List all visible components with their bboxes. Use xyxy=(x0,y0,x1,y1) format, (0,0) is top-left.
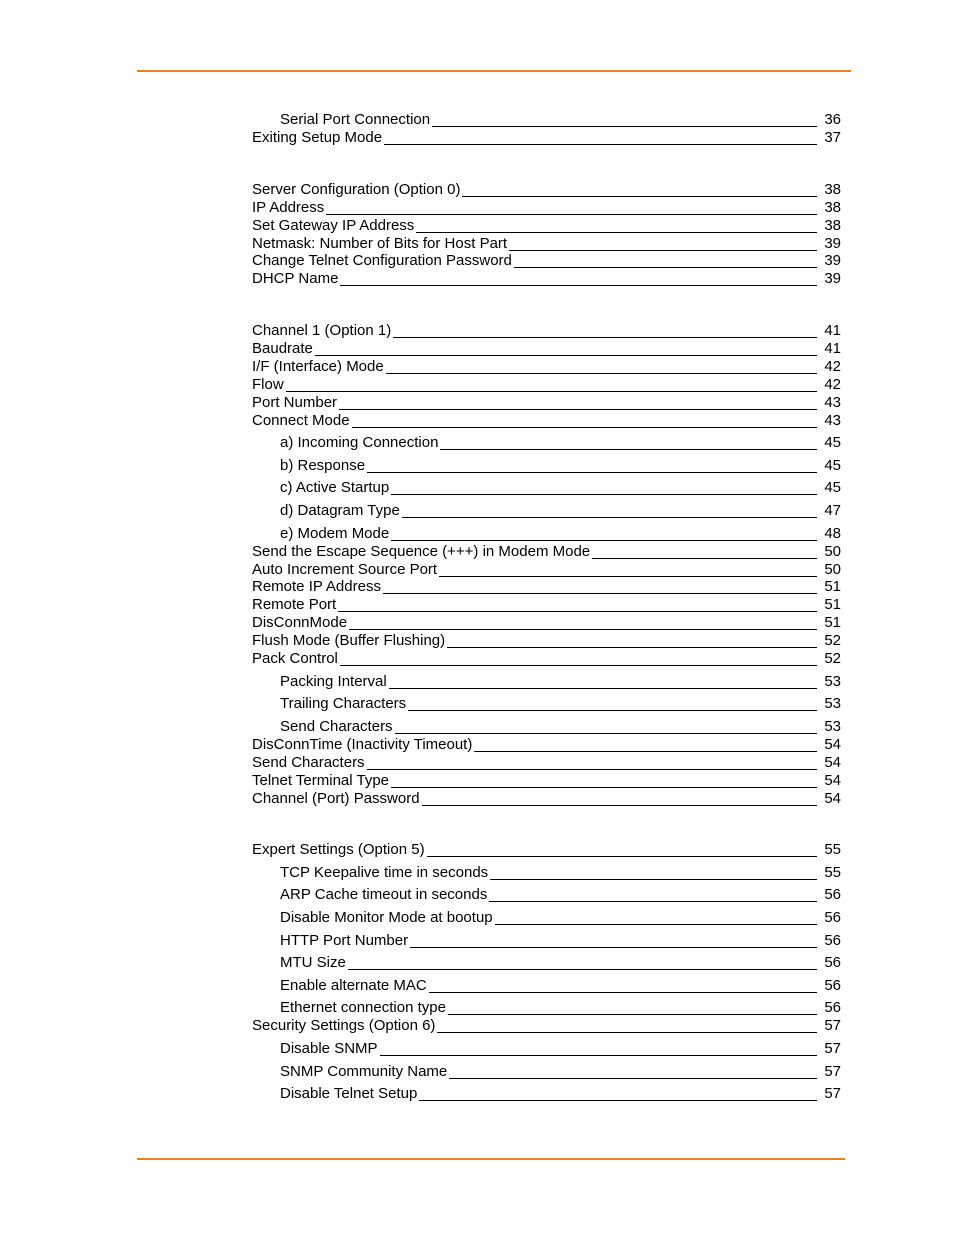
toc-entry-title: IP Address xyxy=(252,199,325,216)
toc-entry-title: TCP Keepalive time in seconds xyxy=(280,864,489,881)
toc-entry-title: Ethernet connection type xyxy=(280,999,446,1016)
toc-leader-line xyxy=(340,665,817,666)
toc-leader-line xyxy=(391,540,817,541)
toc-leader-line xyxy=(367,472,817,473)
toc-entry-page: 45 xyxy=(824,434,841,451)
toc-leader-line xyxy=(352,427,817,428)
toc-entry-page: 43 xyxy=(824,394,841,411)
toc-leader-line xyxy=(408,710,817,711)
toc-leader-line xyxy=(367,769,817,770)
toc-entry-page: 57 xyxy=(824,1063,841,1080)
toc-entry-page: 52 xyxy=(824,650,841,667)
toc-entry-title: Flow xyxy=(252,376,284,393)
toc-leader-line xyxy=(440,449,817,450)
toc-entry-title: SNMP Community Name xyxy=(280,1063,448,1080)
toc-entry-title: Flush Mode (Buffer Flushing) xyxy=(252,632,446,649)
toc-entry[interactable] xyxy=(252,1016,841,1036)
toc-leader-line xyxy=(495,924,817,925)
toc-entry[interactable] xyxy=(252,771,841,791)
toc-entry-page: 47 xyxy=(824,502,841,519)
toc-leader-line xyxy=(389,688,817,689)
toc-entry[interactable] xyxy=(280,1039,841,1059)
toc-entry-title: Auto Increment Source Port xyxy=(252,561,438,578)
toc-entry-title: DHCP Name xyxy=(252,270,339,287)
footer-rule xyxy=(137,1158,845,1160)
toc-entry[interactable] xyxy=(252,251,841,271)
toc-entry[interactable] xyxy=(252,393,841,413)
toc-entry-title: MTU Size xyxy=(280,954,346,971)
toc-entry-title: d) Datagram Type xyxy=(280,502,400,519)
toc-entry[interactable] xyxy=(252,375,841,395)
toc-entry-page: 55 xyxy=(824,841,841,858)
toc-leader-line xyxy=(427,856,817,857)
toc-entry[interactable] xyxy=(252,595,841,615)
toc-entry-page: 48 xyxy=(824,525,841,542)
toc-entry-title: Trailing Characters xyxy=(280,695,407,712)
toc-leader-line xyxy=(422,805,817,806)
toc-entry-title: Serial Port Connection xyxy=(280,111,431,128)
toc-entry-page: 38 xyxy=(824,181,841,198)
toc-entry[interactable] xyxy=(252,789,841,809)
toc-entry-title: b) Response xyxy=(280,457,366,474)
toc-entry-title: Channel 1 (Option 1) xyxy=(252,322,392,339)
toc-entry[interactable] xyxy=(252,198,841,218)
toc-entry-page: 50 xyxy=(824,561,841,578)
toc-entry[interactable] xyxy=(252,753,841,773)
toc-entry-page: 51 xyxy=(824,578,841,595)
toc-leader-line xyxy=(410,947,817,948)
toc-leader-line xyxy=(348,969,817,970)
toc-entry[interactable] xyxy=(252,735,841,755)
toc-entry-page: 57 xyxy=(824,1040,841,1057)
toc-entry[interactable] xyxy=(280,1084,841,1104)
toc-entry[interactable] xyxy=(252,180,841,200)
toc-entry[interactable] xyxy=(252,321,841,341)
toc-entry-title: Set Gateway IP Address xyxy=(252,217,415,234)
toc-entry[interactable] xyxy=(280,110,841,130)
toc-entry-title: Expert Settings (Option 5) xyxy=(252,841,425,858)
toc-entry-title: HTTP Port Number xyxy=(280,932,409,949)
toc-entry-title: Send Characters xyxy=(280,718,393,735)
toc-entry-title: Pack Control xyxy=(252,650,338,667)
toc-entry[interactable] xyxy=(280,478,841,498)
toc-entry-title: Channel (Port) Password xyxy=(252,790,420,807)
toc-entry-page: 54 xyxy=(824,790,841,807)
toc-entry-page: 42 xyxy=(824,358,841,375)
toc-entry[interactable] xyxy=(252,128,841,148)
toc-entry[interactable] xyxy=(280,456,841,476)
toc-entry-page: 54 xyxy=(824,736,841,753)
toc-entry[interactable] xyxy=(280,433,841,453)
toc-leader-line xyxy=(489,901,817,902)
toc-leader-line xyxy=(402,517,817,518)
toc-entry-title: Send the Escape Sequence (+++) in Modem Mode xyxy=(252,543,591,560)
toc-leader-line xyxy=(326,214,817,215)
toc-leader-line xyxy=(395,733,817,734)
toc-leader-line xyxy=(338,611,817,612)
toc-entry-page: 52 xyxy=(824,632,841,649)
toc-leader-line xyxy=(449,1078,817,1079)
toc-entry[interactable] xyxy=(280,863,841,883)
toc-entry[interactable] xyxy=(280,501,841,521)
toc-entry[interactable] xyxy=(252,411,841,431)
toc-leader-line xyxy=(514,267,817,268)
toc-entry-page: 38 xyxy=(824,199,841,216)
toc-leader-line xyxy=(448,1014,817,1015)
toc-entry[interactable] xyxy=(280,953,841,973)
toc-leader-line xyxy=(474,751,817,752)
toc-entry-page: 43 xyxy=(824,412,841,429)
toc-entry-page: 56 xyxy=(824,977,841,994)
toc-entry-page: 39 xyxy=(824,235,841,252)
toc-leader-line xyxy=(340,285,817,286)
toc-entry-title: Netmask: Number of Bits for Host Part xyxy=(252,235,508,252)
toc-entry[interactable] xyxy=(252,339,841,359)
toc-leader-line xyxy=(391,787,817,788)
toc-entry-page: 45 xyxy=(824,479,841,496)
toc-entry-title: Disable SNMP xyxy=(280,1040,378,1057)
toc-entry-page: 54 xyxy=(824,772,841,789)
toc-entry[interactable] xyxy=(252,840,841,860)
toc-entry-title: Send Characters xyxy=(252,754,365,771)
toc-entry[interactable] xyxy=(252,542,841,562)
toc-entry-page: 56 xyxy=(824,954,841,971)
toc-entry[interactable] xyxy=(280,524,841,544)
toc-entry-page: 56 xyxy=(824,886,841,903)
toc-entry-page: 38 xyxy=(824,217,841,234)
toc-entry-page: 53 xyxy=(824,695,841,712)
toc-leader-line xyxy=(286,391,817,392)
toc-leader-line xyxy=(490,879,817,880)
toc-entry-title: Telnet Terminal Type xyxy=(252,772,390,789)
toc-entry-page: 50 xyxy=(824,543,841,560)
toc-entry-page: 41 xyxy=(824,340,841,357)
toc-entry[interactable] xyxy=(252,649,841,669)
toc-entry-page: 57 xyxy=(824,1017,841,1034)
toc-entry-page: 53 xyxy=(824,673,841,690)
toc-entry-title: Baudrate xyxy=(252,340,313,357)
toc-entry-title: Disable Monitor Mode at bootup xyxy=(280,909,493,926)
toc-entry[interactable] xyxy=(252,216,841,236)
toc-entry[interactable] xyxy=(280,976,841,996)
toc-leader-line xyxy=(462,196,817,197)
toc-entry[interactable] xyxy=(252,269,841,289)
toc-entry-title: Packing Interval xyxy=(280,673,387,690)
toc-entry-page: 41 xyxy=(824,322,841,339)
toc-entry[interactable] xyxy=(252,631,841,651)
toc-entry-title: c) Active Startup xyxy=(280,479,390,496)
toc-entry-title: e) Modem Mode xyxy=(280,525,390,542)
toc-entry-page: 51 xyxy=(824,596,841,613)
toc-entry-title: I/F (Interface) Mode xyxy=(252,358,384,375)
toc-entry[interactable] xyxy=(280,672,841,692)
toc-entry-title: DisConnMode xyxy=(252,614,348,631)
toc-entry-page: 56 xyxy=(824,932,841,949)
toc-leader-line xyxy=(315,355,817,356)
toc-entry[interactable] xyxy=(280,998,841,1018)
toc-entry[interactable] xyxy=(252,357,841,377)
toc-entry-page: 57 xyxy=(824,1085,841,1102)
header-rule xyxy=(137,70,851,72)
toc-entry[interactable] xyxy=(280,885,841,905)
toc-entry[interactable] xyxy=(280,694,841,714)
toc-entry-title: Remote IP Address xyxy=(252,578,381,595)
toc-entry[interactable] xyxy=(280,717,841,737)
toc-leader-line xyxy=(384,144,817,145)
toc-leader-line xyxy=(432,126,817,127)
toc-leader-line xyxy=(339,409,817,410)
toc-leader-line xyxy=(380,1055,817,1056)
toc-entry-title: Change Telnet Configuration Password xyxy=(252,252,512,269)
toc-entry-title: Enable alternate MAC xyxy=(280,977,427,994)
toc-entry-title: DisConnTime (Inactivity Timeout) xyxy=(252,736,473,753)
toc-entry-title: Server Configuration (Option 0) xyxy=(252,181,461,198)
toc-entry-page: 37 xyxy=(824,129,841,146)
toc-entry-title: Security Settings (Option 6) xyxy=(252,1017,436,1034)
toc-leader-line xyxy=(429,992,817,993)
toc-leader-line xyxy=(391,494,817,495)
toc-leader-line xyxy=(437,1032,817,1033)
toc-leader-line xyxy=(592,558,817,559)
toc-entry-page: 39 xyxy=(824,252,841,269)
toc-leader-line xyxy=(393,337,817,338)
toc-leader-line xyxy=(383,593,817,594)
toc-entry-title: Remote Port xyxy=(252,596,337,613)
toc-entry-page: 42 xyxy=(824,376,841,393)
toc-entry[interactable] xyxy=(280,1062,841,1082)
toc-entry-title: Exiting Setup Mode xyxy=(252,129,383,146)
toc-entry-title: Disable Telnet Setup xyxy=(280,1085,418,1102)
toc-leader-line xyxy=(416,232,817,233)
toc-leader-line xyxy=(349,629,817,630)
toc-entry-page: 36 xyxy=(824,111,841,128)
toc-entry-page: 56 xyxy=(824,909,841,926)
toc-entry-page: 55 xyxy=(824,864,841,881)
toc-entry[interactable] xyxy=(280,931,841,951)
toc-leader-line xyxy=(386,373,817,374)
toc-entry[interactable] xyxy=(252,577,841,597)
toc-entry-page: 56 xyxy=(824,999,841,1016)
toc-entry-page: 45 xyxy=(824,457,841,474)
toc-entry[interactable] xyxy=(280,908,841,928)
toc-entry-title: Connect Mode xyxy=(252,412,350,429)
toc-entry-page: 53 xyxy=(824,718,841,735)
toc-entry[interactable] xyxy=(252,613,841,633)
toc-entry-page: 54 xyxy=(824,754,841,771)
toc-entry-title: Port Number xyxy=(252,394,338,411)
toc-leader-line xyxy=(447,647,817,648)
toc-entry-page: 39 xyxy=(824,270,841,287)
toc-entry-page: 51 xyxy=(824,614,841,631)
toc-entry-title: ARP Cache timeout in seconds xyxy=(280,886,488,903)
toc-entry-title: a) Incoming Connection xyxy=(280,434,439,451)
toc-leader-line xyxy=(419,1100,817,1101)
